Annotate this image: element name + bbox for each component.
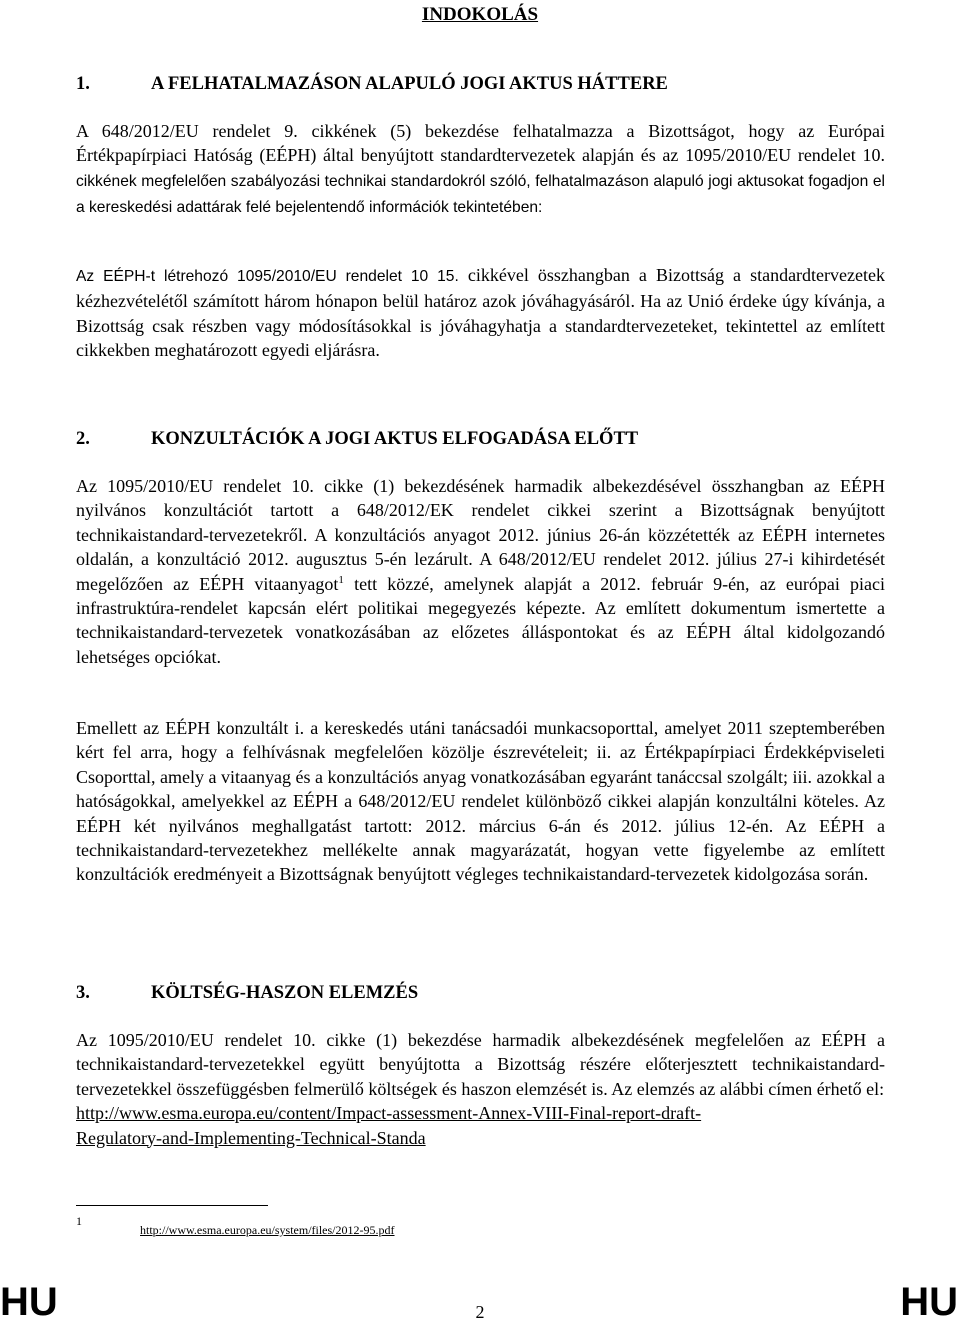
- paragraph-1-2: [76, 263, 885, 363]
- section-number: 2.: [76, 429, 90, 449]
- paragraph-2-2: [76, 716, 885, 887]
- section-heading-3: [76, 982, 418, 1004]
- section-number: 1.: [76, 74, 90, 94]
- footnote-reference[interactable]: 1: [338, 573, 344, 586]
- paragraph-text: Az 1095/2010/EU rendelet 10. cikke (1) bekezdése harmadik albekezdésének megfelelően az EÉPH a technikaistandard-tervezetekkel együtt benyújtotta a Bizottság részére előterjesztett technikaistandard-tervezetekkel összefüggésben felmerülő költségek és haszon elemzését is. Az elemzés az alábbi címen érhető el:: [76, 1030, 885, 1099]
- paragraph-text: tett közzé, amelynek alapját a 2012. február 9-én, az európai piaci infrastruktúra-rendelet kapcsán elért politikai megegyezés képezte. Az említett dokumentum ismertette a technikaistandard-tervezetek vonatkozásában az előzetes álláspontokat és az EÉPH által kidolgozandó lehetséges opciókat.: [76, 573, 885, 667]
- paragraph-2-1: [76, 474, 885, 669]
- footer-language-code-right: HU: [900, 1280, 958, 1324]
- paragraph-text: cikkével összhangban a Bizottság a standardtervezetek kézhezvételétől számított három hónapon belül határoz azok jóváhagyásáról. Ha az Unió érdeke úgy kívánja, a Bizottság csak részben vagy módosításokkal is jóváhagyhatja a standardtervezeteket, tekintettel az említett cikkekben meghatározott egyedi eljárásra.: [76, 265, 885, 361]
- section-heading-2: [76, 428, 638, 450]
- paragraph-text: cikkének megfelelően szabályozási technikai standardokról szóló, felhatalmazáson alapuló jogi aktusokat fogadjon el a kereskedési adattárak felé bejelentendő információk tekintetében:: [76, 172, 885, 217]
- footnote-link[interactable]: http://www.esma.europa.eu/system/files/2012-95.pdf: [140, 1223, 395, 1237]
- paragraph-text: Az EÉPH-t létrehozó 1095/2010/EU rendelet 10 15.: [76, 268, 459, 285]
- paragraph-3-1: [76, 1028, 885, 1150]
- footer-language-code-left: HU: [0, 1280, 58, 1324]
- footnote-divider: [76, 1205, 268, 1206]
- footnote-mark: 1: [76, 1214, 82, 1228]
- paragraph-1-1: [76, 119, 885, 221]
- page-number: 2: [475, 1302, 485, 1322]
- section-heading-text: A FELHATALMAZÁSON ALAPULÓ JOGI AKTUS HÁTTERE: [151, 74, 668, 94]
- paragraph-text: A 648/2012/EU rendelet 9. cikkének (5) bekezdése felhatalmazza a Bizottságot, hogy az Európai Értékpapírpiaci Hatóság (EÉPH) által benyújtott standardtervezetek alapján és az 1095/2010/EU rendelet 10.: [76, 121, 885, 166]
- paragraph-text: Az 1095/2010/EU rendelet 10. cikke (1) bekezdésének harmadik albekezdésével összhangban az EÉPH nyilvános konzultációt tartott a 648/2012/EK rendelet cikkei szerint a Bizottságnak benyújtott technikaistandard-tervezetekről. A konzultációs anyagot 2012. június 26-án közzétették az EÉPH internetes oldalán, a konzultáció 2012. augusztus 5-én lezárult. A 648/2012/EU rendelet 2012. július 27-i kihirdetését megelőzően az EÉPH vitaanyagot: [76, 476, 885, 594]
- page-title: INDOKOLÁS: [421, 4, 539, 25]
- section-heading-1: [76, 73, 668, 95]
- section-heading-text: KÖLTSÉG-HASZON ELEMZÉS: [151, 983, 419, 1003]
- impact-assessment-link[interactable]: Regulatory-and-Implementing-Technical-Standa: [76, 1127, 426, 1148]
- section-heading-text: KONZULTÁCIÓK A JOGI AKTUS ELFOGADÁSA ELŐTT: [151, 429, 639, 449]
- impact-assessment-link[interactable]: http://www.esma.europa.eu/content/Impact-assessment-Annex-VIII-Final-report-draft-: [76, 1103, 702, 1124]
- paragraph-text: Emellett az EÉPH konzultált i. a kereskedés utáni tanácsadói munkacsoporttal, amelyet 2011 szeptemberében kért fel arra, hogy a felhívásnak megfelelően közölje észrevételeit; ii. az Értékpapírpiaci Érdekképviseleti Csoporttal, amely a vitaanyag és a konzultációs anyag vonatkozásában egyaránt tanáccsal szolgált; iii. azokkal a hatóságokkal, amelyekkel az EÉPH a 648/2012/EU rendelet különböző cikkei alapján konzultálni köteles. Az EÉPH két nyilvános meghallgatást tartott: 2012. március 6-án és 2012. július 12-én. Az EÉPH a technikaistandard-tervezetekhez mellékelte annak magyarázatát, hogyan vette figyelembe az említett konzultációk eredményeit a Bizottságnak benyújtott végleges technikaistandard-tervezetek kidolgozása során.: [76, 718, 885, 885]
- section-number: 3.: [76, 983, 90, 1003]
